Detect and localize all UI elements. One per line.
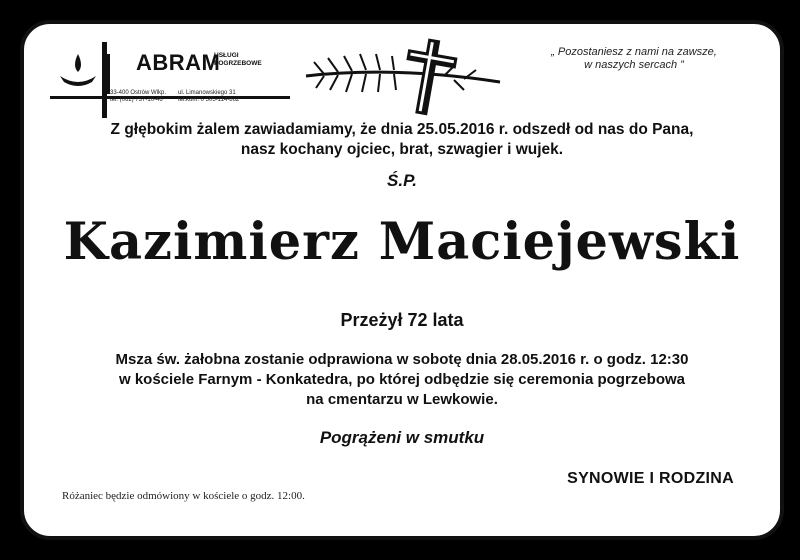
deceased-name: Kazimierz Maciejewski <box>63 212 741 272</box>
address-right-line2: tel.kom. 0 505-114-862 <box>178 97 240 103</box>
mass-line2: w kościele Farnym - Konkatedra, po której odbędzie się ceremonia pogrzebowa <box>119 371 685 388</box>
intro-line1: Z głębokim żalem zawiadamiamy, że dnia 25.05.2016 r. odszedł od nas do Pana, <box>110 121 694 138</box>
brand-name: ABRAM <box>136 50 221 75</box>
memorial-quote <box>524 46 744 72</box>
brand-sub-line1: USŁUGI <box>214 52 239 59</box>
quote-line2: w naszych sercach ” <box>584 59 684 71</box>
address-right <box>178 90 239 104</box>
cross-branch-icon <box>304 36 504 120</box>
age-line: Przeżył 72 lata <box>340 310 464 330</box>
mass-line3: na cmentarzu w Lewkowie. <box>306 391 498 408</box>
candle-logo-icon <box>50 36 290 122</box>
sp-abbreviation: Ś.P. <box>387 171 417 190</box>
announcement-intro <box>24 120 780 160</box>
address-left-line2: tel. (062) 737-10-46 <box>110 97 163 103</box>
mourning-line: Pogrążeni w smutku <box>319 428 485 447</box>
address-left <box>110 90 166 104</box>
rosary-note: Różaniec będzie odmówiony w kościele o godz. 12:00. <box>62 490 305 502</box>
obituary-card <box>20 20 784 540</box>
quote-line1: „ Pozostaniesz z nami na zawsze, <box>551 46 717 58</box>
brand-sub-line2: POGRZEBOWE <box>214 60 262 67</box>
family-signature: SYNOWIE I RODZINA <box>567 470 734 487</box>
intro-line2: nasz kochany ojciec, brat, szwagier i wujek. <box>240 141 564 158</box>
address-left-line1: 33-400 Ostrów Wlkp. <box>110 90 167 96</box>
address-right-line1: ul. Limanowskiego 31 <box>178 90 236 96</box>
funeral-home-logo <box>50 36 290 122</box>
funeral-mass-info <box>24 350 780 410</box>
brand-subtitle <box>214 52 262 68</box>
mass-line1: Msza św. żałobna zostanie odprawiona w sobotę dnia 28.05.2016 r. o godz. 12:30 <box>115 351 689 368</box>
